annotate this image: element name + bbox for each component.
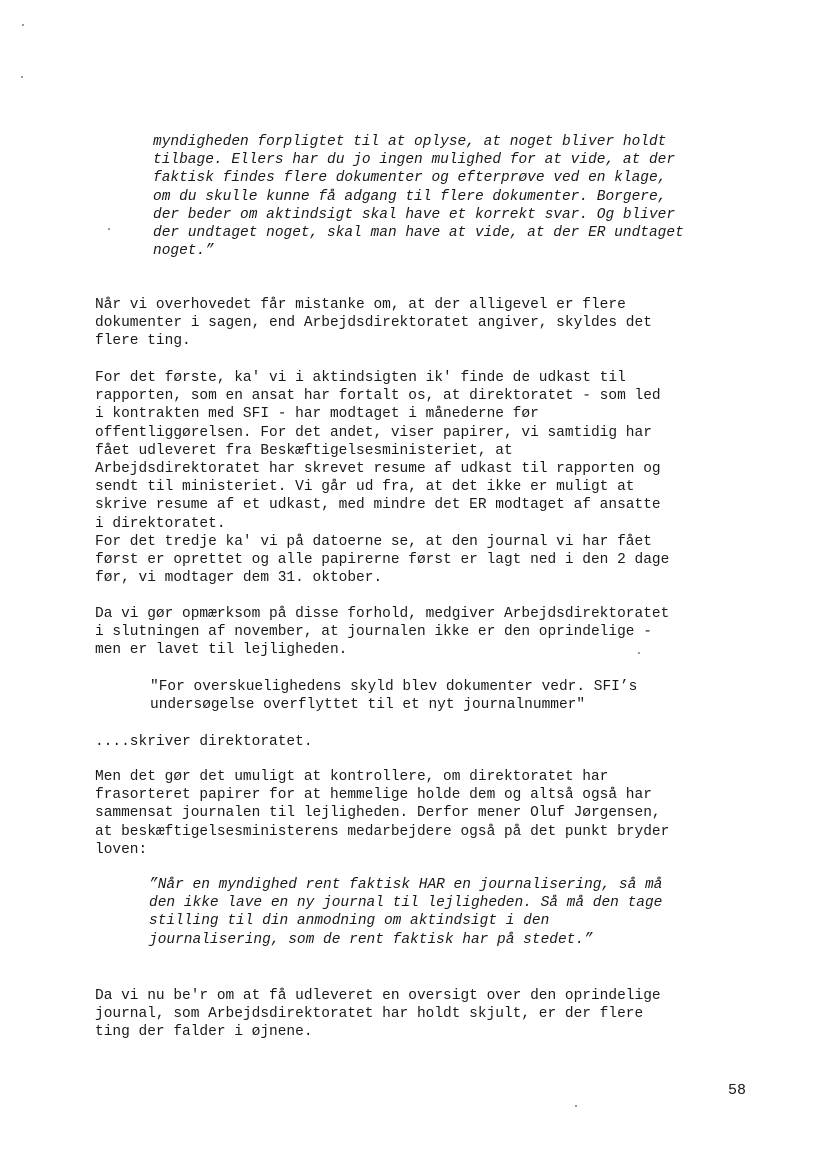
text-line: "For overskuelighedens skyld blev dokumenter vedr. SFI’s	[150, 679, 638, 695]
control-paragraph	[95, 768, 669, 859]
admission-paragraph	[95, 605, 669, 660]
text-line: tilbage. Ellers har du jo ingen mulighed for at vide, at der	[153, 152, 676, 169]
text-line: der beder om aktindsigt skal have et korrekt svar. Og bliver	[153, 206, 676, 223]
text-line: at beskæftigelsesministerens medarbejdere også på det punkt bryder	[95, 823, 670, 840]
text-line: ....skriver direktoratet.	[95, 734, 313, 750]
text-line: stilling til din anmodning om aktindsigt i den	[149, 913, 550, 930]
scan-speck	[108, 228, 110, 230]
text-line: loven:	[95, 841, 148, 858]
scan-speck	[21, 76, 23, 78]
text-line: frasorteret papirer for at hemmelige holde dem og altså også har	[95, 787, 652, 804]
text-line: Arbejdsdirektoratet har skrevet resume af udkast til rapporten og	[95, 461, 661, 478]
text-line: For det tredje ka' vi på datoerne se, at den journal vi har fået	[95, 533, 652, 550]
text-line: faktisk findes flere dokumenter og efterprøve ved en klage,	[153, 170, 667, 187]
text-line: undersøgelse overflyttet til et nyt journalnummer"	[150, 697, 586, 714]
text-line: der undtaget noget, skal man have at vide, at der ER undtaget	[153, 225, 684, 242]
text-line: skrive resume af et udkast, med mindre det ER modtaget af ansatte	[95, 497, 661, 514]
text-line: Da vi gør opmærksom på disse forhold, medgiver Arbejdsdirektoratet	[95, 606, 670, 622]
text-line: fået udleveret fra Beskæftigelsesministeriet, at	[95, 442, 513, 459]
scan-speck	[22, 24, 24, 26]
text-line: sammensat journalen til lejligheden. Derfor mener Oluf Jørgensen,	[95, 805, 661, 822]
text-line: før, vi modtager dem 31. oktober.	[95, 570, 383, 587]
text-line: i slutningen af november, at journalen ikke er den oprindelige -	[95, 624, 652, 641]
directorate-quote	[150, 678, 637, 714]
attribution-line	[95, 733, 313, 751]
text-line: i direktoratet.	[95, 515, 226, 532]
scan-speck	[575, 1105, 577, 1107]
reasons-paragraph	[95, 369, 669, 587]
text-line: Men det gør det umuligt at kontrollere, om direktoratet har	[95, 769, 609, 785]
text-line: ”Når en myndighed rent faktisk HAR en journalisering, så må	[149, 877, 663, 893]
scan-speck	[638, 652, 640, 654]
text-line: Når vi overhovedet får mistanke om, at der alligevel er flere	[95, 297, 626, 313]
text-line: i kontrakten med SFI - har modtaget i månederne før	[95, 406, 539, 423]
text-line: myndigheden forpligtet til at oplyse, at noget bliver holdt	[153, 134, 667, 150]
text-line: noget.”	[153, 243, 214, 260]
text-line: journalisering, som de rent faktisk har på stedet.”	[149, 931, 593, 948]
text-line: først er oprettet og alle papirerne først er lagt ned i den 2 dage	[95, 552, 670, 569]
opening-quote	[153, 133, 684, 260]
text-line: dokumenter i sagen, end Arbejdsdirektoratet angiver, skyldes det	[95, 315, 652, 332]
jorgensen-quote	[149, 876, 662, 949]
text-line: offentliggørelsen. For det andet, viser papirer, vi samtidig har	[95, 424, 652, 441]
page-number: 58	[728, 1082, 747, 1099]
text-line: Da vi nu be'r om at få udleveret en oversigt over den oprindelige	[95, 988, 661, 1004]
request-paragraph	[95, 987, 661, 1042]
text-line: For det første, ka' vi i aktindsigten ik' finde de udkast til	[95, 370, 626, 386]
text-line: om du skulle kunne få adgang til flere dokumenter. Borgere,	[153, 188, 667, 205]
text-line: journal, som Arbejdsdirektoratet har holdt skjult, er der flere	[95, 1006, 644, 1023]
text-line: men er lavet til lejligheden.	[95, 642, 348, 659]
suspicion-paragraph	[95, 296, 652, 351]
text-line: ting der falder i øjnene.	[95, 1024, 313, 1041]
text-line: flere ting.	[95, 333, 191, 350]
text-line: den ikke lave en ny journal til lejligheden. Så må den tage	[149, 895, 663, 912]
text-line: rapporten, som en ansat har fortalt os, at direktoratet - som led	[95, 388, 661, 405]
text-line: sendt til ministeriet. Vi går ud fra, at det ikke er muligt at	[95, 479, 635, 496]
